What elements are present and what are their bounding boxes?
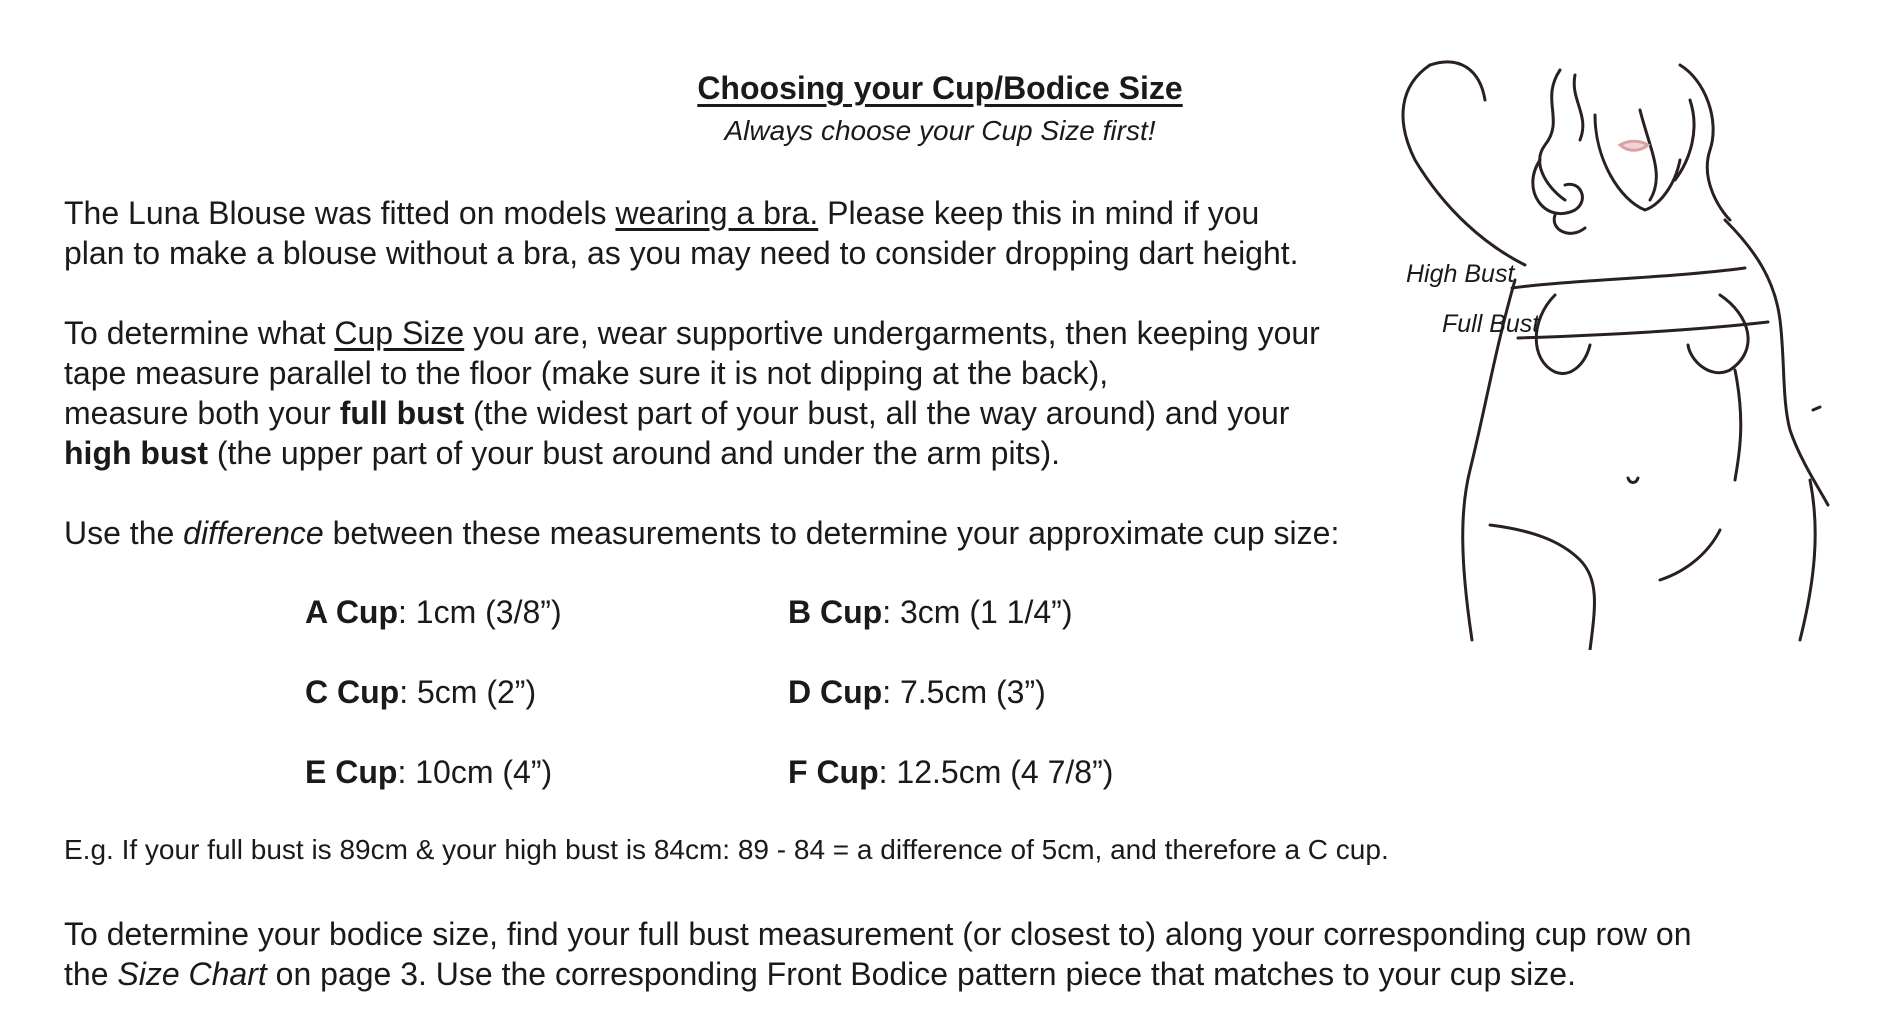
cup-size-text: Cup Size	[334, 315, 465, 351]
bust-figure-illustration	[1390, 60, 1830, 650]
high-bust-term: high bust	[64, 435, 208, 471]
high-bust-label: High Bust	[1406, 260, 1515, 288]
cup-c: C Cup: 5cm (2”)	[305, 674, 537, 710]
cup-f: F Cup: 12.5cm (4 7/8”)	[788, 754, 1114, 790]
size-chart-term: Size Chart	[117, 956, 267, 992]
page-title: Choosing your Cup/Bodice Size	[697, 70, 1183, 106]
page-subtitle: Always choose your Cup Size first!	[724, 115, 1156, 146]
difference-term: difference	[183, 515, 324, 551]
wearing-a-bra-text: wearing a bra.	[615, 195, 819, 231]
full-bust-label: Full Bust	[1442, 310, 1540, 338]
measure-paragraph: To determine what Cup Size you are, wear supportive undergarments, then keeping your tape measure parallel to the floor (make sure it is not dipping at the back), measure both your full bust (the widest part of your bust, all the way around) and your high bust (the upper part of your bust around and under the arm pits).	[64, 315, 1320, 471]
cup-d: D Cup: 7.5cm (3”)	[788, 674, 1046, 710]
cup-b: B Cup: 3cm (1 1/4”)	[788, 594, 1073, 630]
full-bust-term: full bust	[339, 395, 465, 431]
cup-e: E Cup: 10cm (4”)	[305, 754, 553, 790]
example-text: E.g. If your full bust is 89cm & your high bust is 84cm: 89 - 84 = a difference of 5cm, and therefore a C cup.	[64, 834, 1389, 865]
cup-a: A Cup: 1cm (3/8”)	[305, 594, 562, 630]
body-outline-drawing	[1390, 60, 1830, 650]
bodice-paragraph: To determine your bodice size, find your full bust measurement (or closest to) along your corresponding cup row on the Size Chart on page 3. Use the corresponding Front Bodice pattern piece that matches to your cup size.	[64, 916, 1692, 992]
difference-paragraph: Use the difference between these measurements to determine your approximate cup size:	[64, 515, 1340, 551]
intro-paragraph: The Luna Blouse was fitted on models wearing a bra. Please keep this in mind if you plan to make a blouse without a bra, as you may need to consider dropping dart height.	[64, 195, 1299, 271]
